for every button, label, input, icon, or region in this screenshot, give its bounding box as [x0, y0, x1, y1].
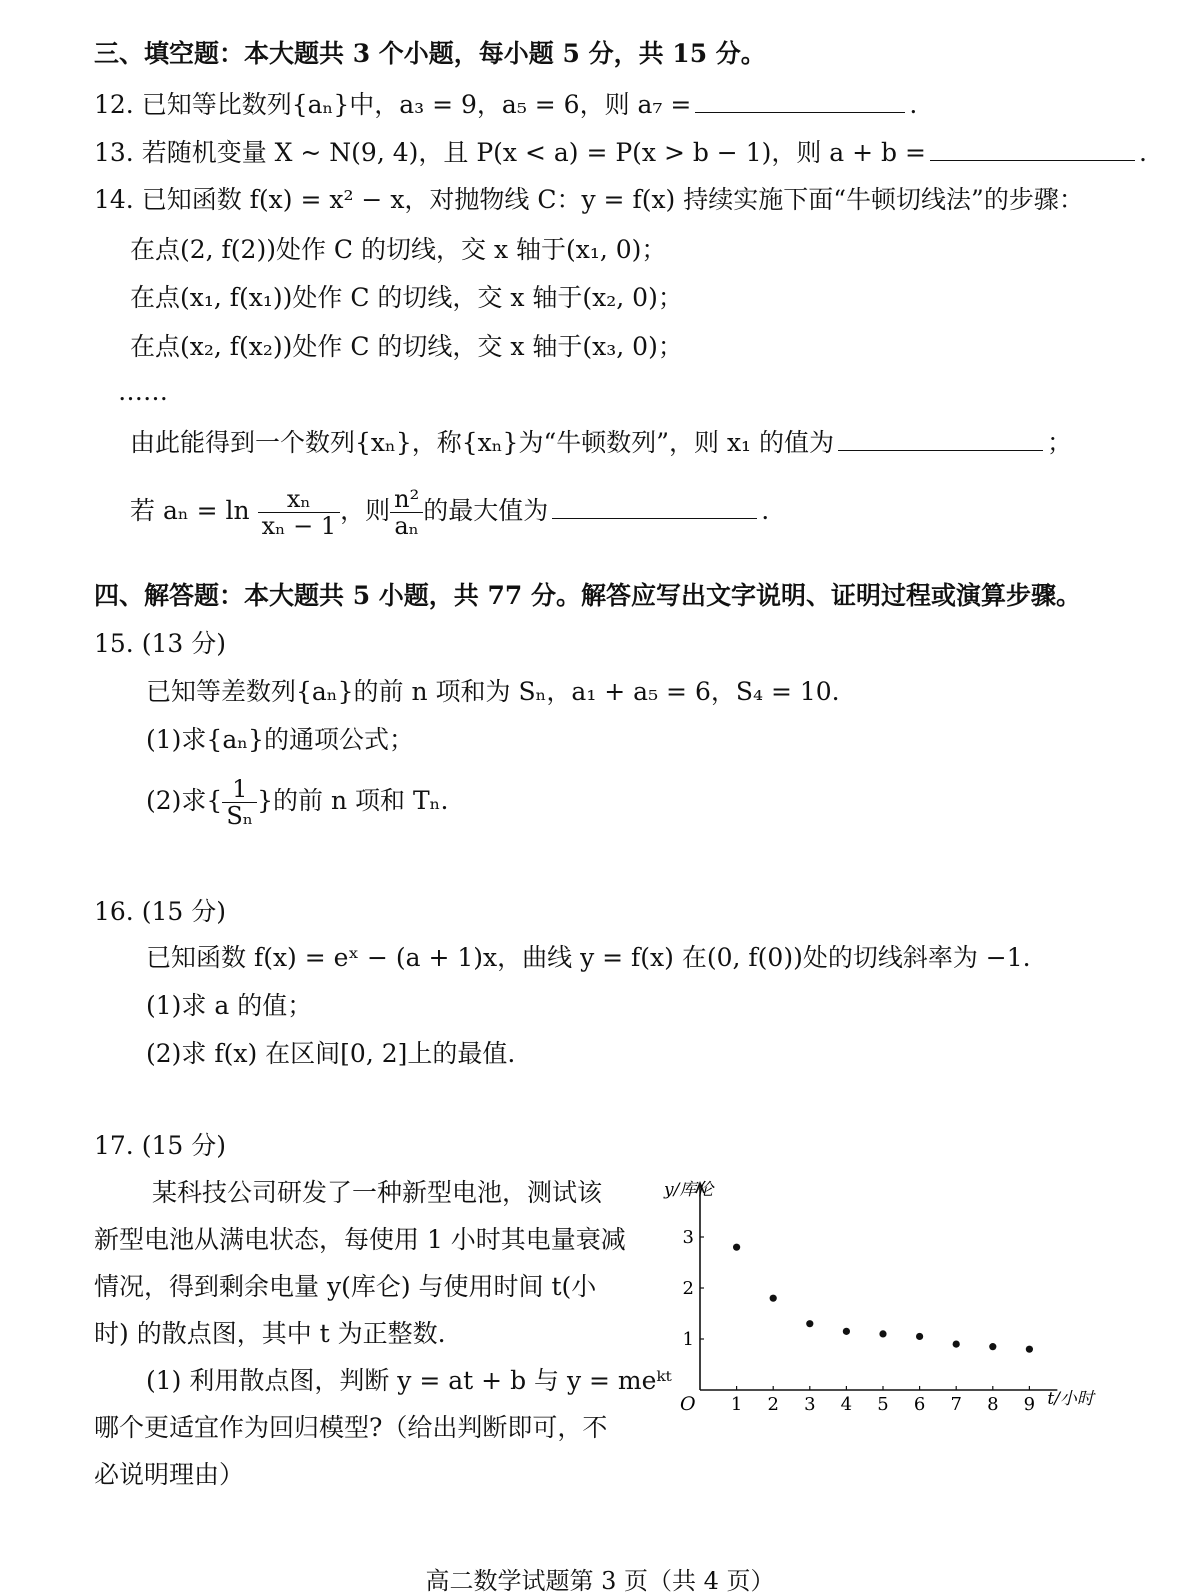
question-15-part2-a: (2)求{: [146, 786, 223, 815]
x-tick-label: 6: [913, 1394, 926, 1415]
data-point: [989, 1343, 996, 1350]
x-tick-label: 9: [1023, 1394, 1036, 1415]
question-17-line5: (1) 利用散点图，判断 y = at + b 与 y = meᵏᵗ: [146, 1366, 672, 1395]
question-17-head: 17. (15 分): [94, 1131, 226, 1160]
fraction-numerator: 1: [222, 776, 257, 803]
fraction-1-over-sn: [222, 776, 257, 829]
section4-title: 四、解答题：本大题共 5 小题，共 77 分。解答应写出文字说明、证明过程或演算步骤。: [94, 581, 1082, 610]
data-point: [806, 1320, 813, 1327]
x-tick-label: 1: [730, 1394, 743, 1415]
question-15-part1: (1)求{aₙ}的通项公式；: [146, 725, 414, 754]
data-point: [733, 1244, 740, 1251]
question-14-step1: 在点(2, f(2))处作 C 的切线，交 x 轴于(x₁, 0)；: [130, 235, 667, 264]
y-tick-label: 2: [682, 1278, 694, 1299]
data-point: [916, 1333, 923, 1340]
question-16-stem: 已知函数 f(x) = eˣ − (a + 1)x，曲线 y = f(x) 在(0, f(0))处的切线斜率为 −1.: [146, 943, 1031, 972]
data-point: [953, 1341, 960, 1348]
question-14-last: [130, 482, 769, 540]
question-14-sequence-end: ；: [1047, 428, 1073, 457]
question-12-text: 12. 已知等比数列{aₙ}中，a₃ = 9，a₅ = 6，则 a₇ =: [94, 90, 692, 119]
y-tick-label: 1: [682, 1329, 694, 1350]
question-17-line4: 时) 的散点图，其中 t 为正整数.: [94, 1319, 446, 1348]
answer-blank-14b[interactable]: [552, 494, 757, 519]
x-tick-label: 5: [877, 1394, 889, 1415]
data-point: [1026, 1346, 1033, 1353]
question-17-line6: 哪个更适宜作为回归模型?（给出判断即可，不: [94, 1413, 608, 1442]
question-13: [94, 136, 1147, 169]
x-tick-label: 4: [840, 1394, 853, 1415]
section3-title: 三、填空题：本大题共 3 个小题，每小题 5 分，共 15 分。: [94, 39, 766, 68]
page-footer: 高二数学试题第 3 页（共 4 页）: [425, 1567, 775, 1595]
question-17-line1: 某科技公司研发了一种新型电池，测试该: [152, 1178, 603, 1207]
question-12: [94, 88, 917, 121]
scatter-chart-svg: [640, 1172, 1100, 1422]
question-16-head: 16. (15 分): [94, 897, 226, 926]
question-12-end: .: [909, 90, 918, 119]
question-17-line2: 新型电池从满电状态，每使用 1 小时其电量衰减: [94, 1225, 626, 1254]
question-14-last-c: 的最大值为: [423, 496, 549, 525]
answer-blank-13[interactable]: [930, 136, 1135, 161]
fraction-n2-over-an: [390, 486, 423, 539]
question-15-part2-b: }的前 n 项和 Tₙ.: [257, 786, 449, 815]
fraction-denominator: Sₙ: [226, 802, 254, 830]
answer-blank-12[interactable]: [695, 88, 905, 113]
question-14-ellipsis: ……: [118, 377, 168, 406]
x-tick-label: 2: [767, 1394, 779, 1415]
y-axis-label: y/库伦: [664, 1180, 714, 1201]
question-13-text: 13. 若随机变量 X ~ N(9, 4)，且 P(x < a) = P(x > b − 1)，则 a + b =: [94, 138, 926, 167]
question-17-line3: 情况，得到剩余电量 y(库仑) 与使用时间 t(小: [94, 1272, 597, 1301]
question-15-head: 15. (13 分): [94, 629, 226, 658]
x-tick-label: 7: [950, 1394, 962, 1415]
question-14-step2: 在点(x₁, f(x₁))处作 C 的切线，交 x 轴于(x₂, 0)；: [130, 283, 683, 312]
answer-blank-14a[interactable]: [838, 426, 1043, 451]
x-tick-label: 8: [987, 1394, 999, 1415]
fraction-denominator: aₙ: [394, 512, 420, 540]
question-15-stem: 已知等差数列{aₙ}的前 n 项和为 Sₙ，a₁ + a₅ = 6，S₄ = 10.: [146, 677, 840, 706]
question-15-part2: [146, 772, 448, 830]
question-13-end: .: [1138, 138, 1147, 167]
fraction-xn-over-xn-minus-1: [258, 486, 341, 539]
data-point: [843, 1328, 850, 1335]
x-tick-label: 3: [804, 1394, 816, 1415]
question-14-sequence: [130, 426, 1072, 459]
fraction-numerator: n²: [390, 486, 423, 513]
data-point: [770, 1295, 777, 1302]
fraction-numerator: xₙ: [258, 486, 341, 513]
question-14-last-a: 若 aₙ = ln: [130, 496, 250, 525]
question-16-part1: (1)求 a 的值；: [146, 991, 313, 1020]
question-14-last-b: ，则: [340, 496, 391, 525]
data-point: [879, 1330, 886, 1337]
y-tick-label: 3: [682, 1227, 694, 1248]
question-16-part2: (2)求 f(x) 在区间[0, 2]上的最值.: [146, 1039, 516, 1068]
fraction-denominator: xₙ − 1: [261, 512, 337, 540]
question-14-step3: 在点(x₂, f(x₂))处作 C 的切线，交 x 轴于(x₃, 0)；: [130, 332, 683, 361]
scatter-chart: [640, 1172, 1100, 1422]
question-17-line7: 必说明理由）: [94, 1460, 245, 1489]
question-14-sequence-text: 由此能得到一个数列{xₙ}，称{xₙ}为“牛顿数列”，则 x₁ 的值为: [130, 428, 835, 457]
question-14-intro: 14. 已知函数 f(x) = x² − x，对抛物线 C：y = f(x) 持续实施下面“牛顿切线法”的步骤：: [94, 185, 1084, 214]
origin-label: O: [680, 1393, 696, 1415]
question-14-last-end: .: [761, 496, 770, 525]
x-axis-label: t/小时: [1047, 1389, 1094, 1409]
